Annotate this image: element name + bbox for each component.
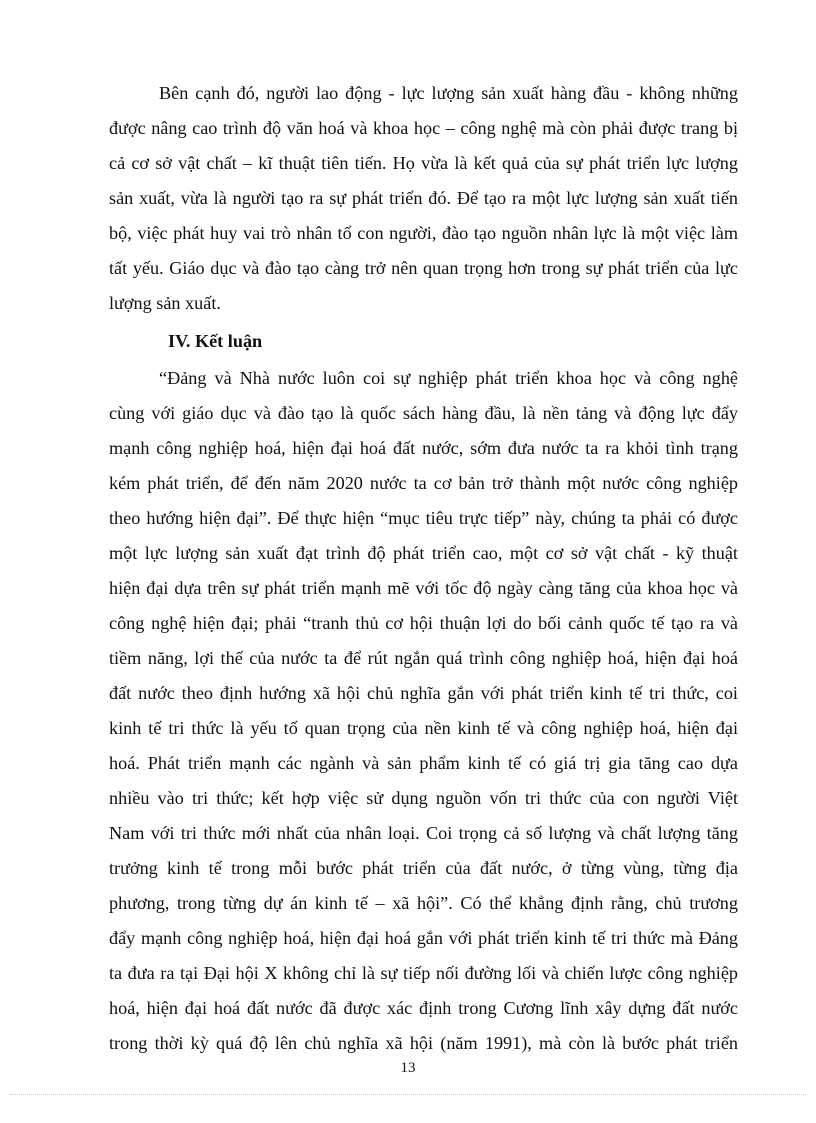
paragraph-2-line-6: một lực lượng sản xuất đạt trình độ phát triển cao, một cơ sở vật chất - kỹ thuật xyxy=(109,543,738,563)
paragraph-2-line-15: trưởng kinh tế trong mỗi bước phát triển của đất nước, ở từng vùng, từng địa xyxy=(109,858,738,878)
page-bottom-rule xyxy=(10,1094,806,1095)
paragraph-2-line-13: nhiều vào tri thức; kết hợp việc sử dụng nguồn vốn tri thức của con người Việt xyxy=(109,788,738,808)
paragraph-2-line-9: tiềm năng, lợi thế của nước ta để rút ngắn quá trình công nghiệp hoá, hiện đại hoá xyxy=(109,648,738,668)
paragraph-2-line-11: kinh tế tri thức là yếu tố quan trọng của nền kinh tế và công nghiệp hoá, hiện đại xyxy=(109,718,738,738)
paragraph-2-line-12: hoá. Phát triển mạnh các ngành và sản phẩm kinh tế có giá trị gia tăng cao dựa xyxy=(109,753,738,773)
page-number: 13 xyxy=(400,1060,416,1076)
paragraph-1-line-4: sản xuất, vừa là người tạo ra sự phát triển đó. Để tạo ra một lực lượng sản xuất tiến xyxy=(109,188,738,208)
paragraph-2-line-19: hoá, hiện đại hoá đất nước đã được xác định trong Cương lĩnh xây dựng đất nước xyxy=(109,998,738,1018)
paragraph-1-line-7: lượng sản xuất. xyxy=(109,293,221,313)
paragraph-2-line-17: đẩy mạnh công nghiệp hoá, hiện đại hoá gắn với phát triển kinh tế tri thức mà Đảng xyxy=(109,928,738,948)
paragraph-2-line-7: hiện đại dựa trên sự phát triển mạnh mẽ với tốc độ ngày càng tăng của khoa học và xyxy=(109,578,738,598)
paragraph-2-line-5: theo hướng hiện đại”. Để thực hiện “mục tiêu trực tiếp” này, chúng ta phải có được xyxy=(109,508,738,528)
paragraph-2-line-14: Nam với tri thức mới nhất của nhân loại. Coi trọng cả số lượng và chất lượng tăng xyxy=(109,823,738,843)
paragraph-2-line-20: trong thời kỳ quá độ lên chủ nghĩa xã hội (năm 1991), mà còn là bước phát triển xyxy=(109,1033,738,1053)
paragraph-2-line-8: công nghệ hiện đại; phải “tranh thủ cơ hội thuận lợi do bối cảnh quốc tế tạo ra và xyxy=(109,613,738,633)
paragraph-2-line-16: phương, trong từng dự án kinh tế – xã hội”. Có thể khẳng định rằng, chủ trương xyxy=(109,893,738,913)
paragraph-2-line-1: “Đảng và Nhà nước luôn coi sự nghiệp phát triển khoa học và công nghệ xyxy=(159,368,738,388)
paragraph-2-line-2: cùng với giáo dục và đào tạo là quốc sách hàng đầu, là nền tảng và động lực đẩy xyxy=(109,403,738,423)
paragraph-2-line-18: ta đưa ra tại Đại hội X không chỉ là sự tiếp nối đường lối và chiến lược công nghiệp xyxy=(109,963,738,983)
paragraph-1-line-6: tất yếu. Giáo dục và đào tạo càng trở nên quan trọng hơn trong sự phát triển của lực xyxy=(109,258,738,278)
paragraph-1-line-2: được nâng cao trình độ văn hoá và khoa học – công nghệ mà còn phải được trang bị xyxy=(109,118,738,138)
paragraph-2-line-3: mạnh công nghiệp hoá, hiện đại hoá đất nước, sớm đưa nước ta ra khỏi tình trạng xyxy=(109,438,738,458)
section-heading: IV. Kết luận xyxy=(168,331,263,351)
paragraph-2-line-10: đất nước theo định hướng xã hội chủ nghĩa gắn với phát triển kinh tế tri thức, coi xyxy=(109,683,738,703)
paragraph-2-line-4: kém phát triển, để đến năm 2020 nước ta cơ bản trở thành một nước công nghiệp xyxy=(109,473,738,493)
paragraph-1-line-3: cả cơ sở vật chất – kĩ thuật tiên tiến. Họ vừa là kết quả của sự phát triển lực lượng xyxy=(109,153,738,173)
paragraph-1-line-5: bộ, việc phát huy vai trò nhân tố con người, đào tạo nguồn nhân lực là một việc làm xyxy=(109,223,738,243)
paragraph-1-line-1: Bên cạnh đó, người lao động - lực lượng sản xuất hàng đầu - không những xyxy=(159,83,738,103)
